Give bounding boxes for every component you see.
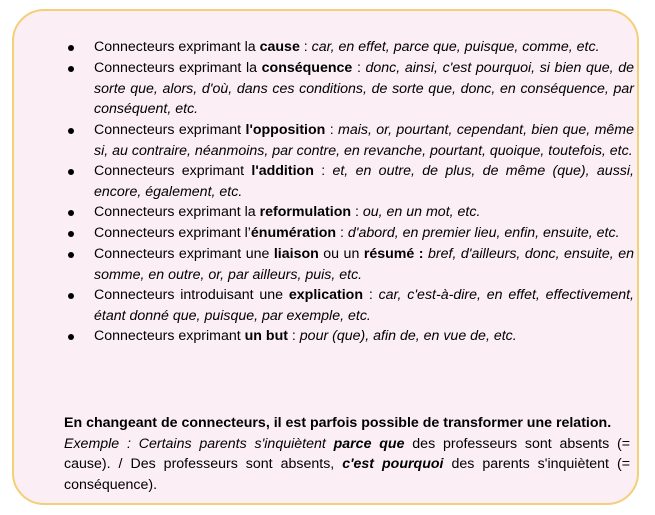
bullet-icon	[68, 169, 74, 175]
list-item-text: Connecteurs exprimant la conséquence : donc, ainsi, c'est pourquoi, si bien que, de sorte que, alors, d'où, dans ces conditions, de sorte que, donc, en conséquence, par conséquent, etc.	[94, 60, 635, 118]
bullet-icon	[68, 334, 74, 340]
list-item-text: Connecteurs introduisant une explication : car, c'est-à-dire, en effet, effectivement, étant donné que, puisque, par exemple, etc.	[94, 287, 634, 324]
list-item-text: Connecteurs exprimant la cause : car, en effet, parce que, puisque, comme, etc.	[94, 39, 600, 55]
bullet-icon	[68, 128, 74, 134]
list-item-text: Connecteurs exprimant une liaison ou un résumé : bref, d'ailleurs, donc, ensuite, en somme, en outre, or, par ailleurs, puis, etc.	[94, 246, 634, 283]
bullet-icon	[68, 293, 74, 299]
bullet-icon	[68, 252, 74, 258]
list-item-text: Connecteurs exprimant la reformulation : ou, en un mot, etc.	[94, 204, 481, 220]
conclusion-heading: En changeant de connecteurs, il est parfois possible de transformer une relation.	[64, 415, 612, 431]
list-item-text: Connecteurs exprimant l'addition : et, en outre, de plus, de même (que), aussi, encore, également, etc.	[94, 163, 634, 200]
list-item-text: Connecteurs exprimant l’énumération : d'abord, en premier lieu, enfin, ensuite, etc.	[94, 225, 620, 241]
bullet-icon	[68, 210, 74, 216]
list-item-text: Connecteurs exprimant un but : pour (que), afin de, en vue de, etc.	[94, 328, 517, 344]
conclusion-example: Exemple : Certains parents s'inquiètent parce que des professeurs sont absents (= cause). / Des professeurs sont absents, c'est pourquoi des parents s'inquiètent (= conséquence).	[64, 435, 631, 493]
connectors-card	[12, 9, 639, 505]
list-item-text: Connecteurs exprimant l'opposition : mais, or, pourtant, cependant, bien que, même si, au contraire, néanmoins, par contre, en revanche, pourtant, quoique, toutefois, etc.	[94, 122, 635, 159]
bullet-icon	[68, 45, 74, 51]
bullet-icon	[68, 66, 74, 72]
bullet-icon	[68, 231, 74, 237]
conclusion-paragraph	[64, 413, 630, 495]
